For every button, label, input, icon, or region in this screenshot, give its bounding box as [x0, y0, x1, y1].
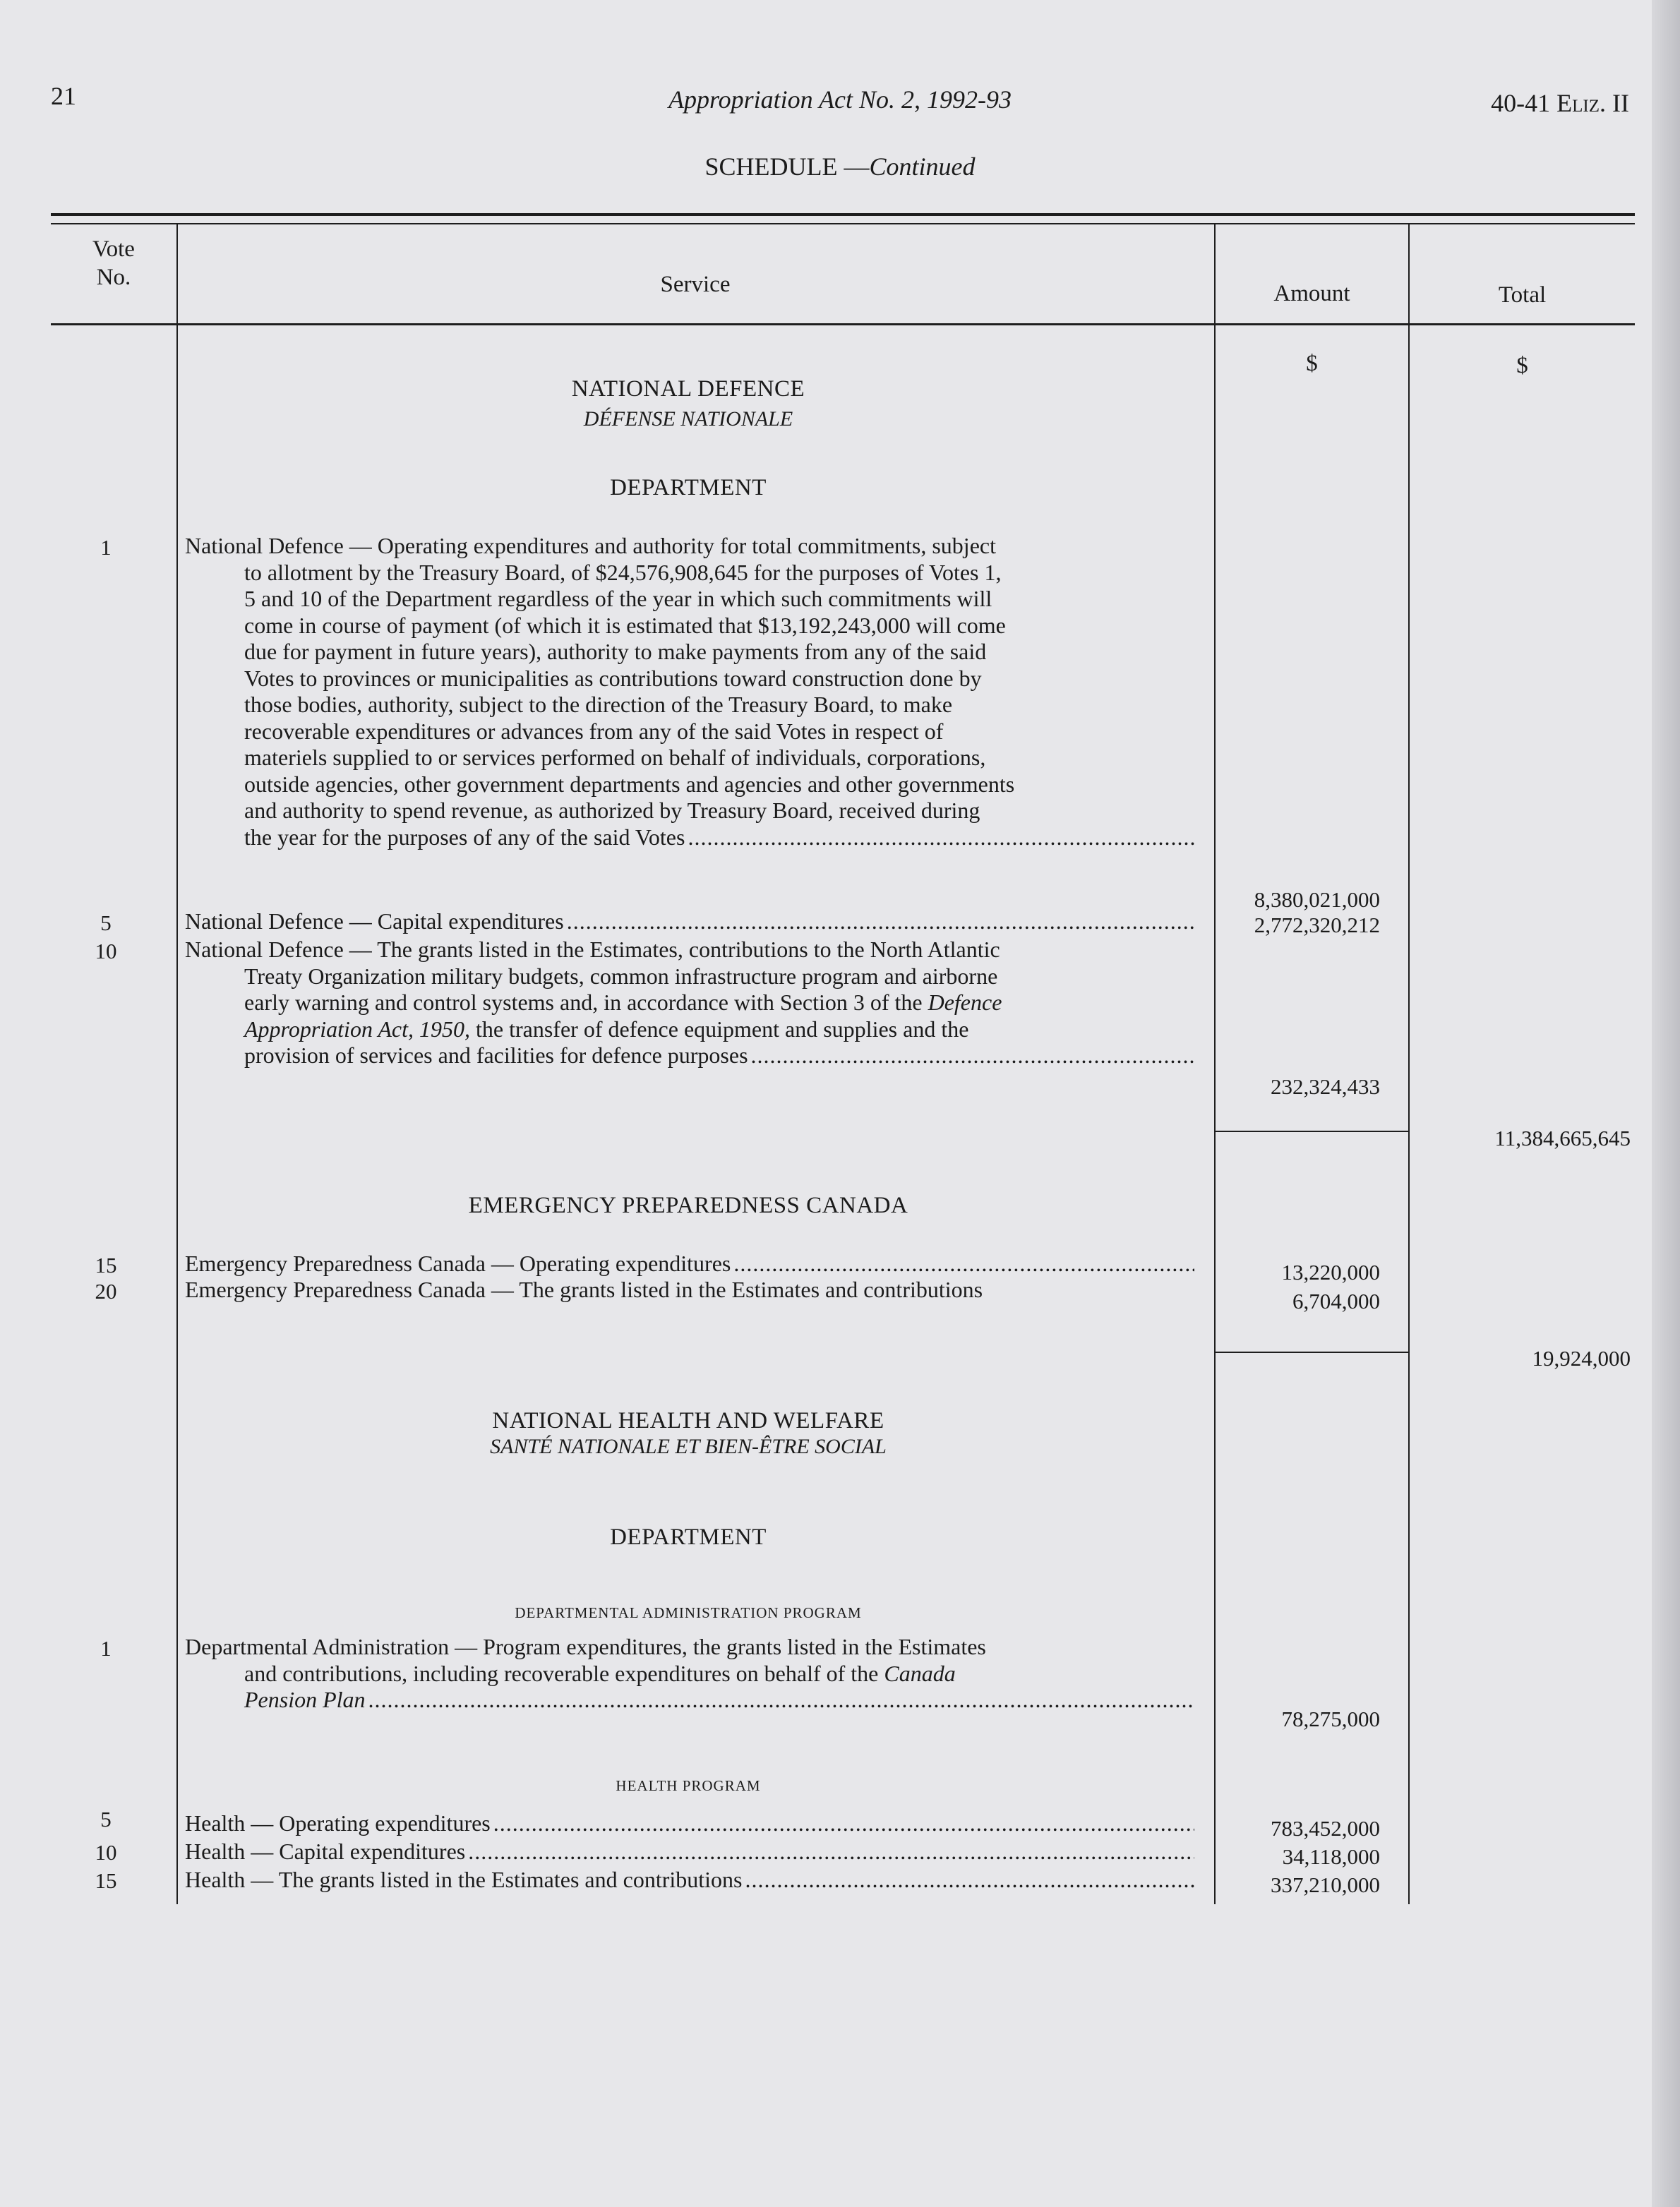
vote-number: 15 [95, 1253, 117, 1277]
section-french-health-welfare: SANTÉ NATIONALE ET BIEN-ÊTRE SOCIAL [490, 1435, 887, 1458]
service-description-ep15: Emergency Preparedness Canada — Operating expenditures ..... [185, 1251, 1194, 1277]
service-description-nd5: National Defence — Capital expenditures ..... [185, 908, 1194, 935]
total-unit: $ [1516, 353, 1528, 378]
amount-unit: $ [1306, 351, 1318, 376]
service-description-h15: Health — The grants listed in the Estimates and contributions ..... [185, 1867, 1194, 1894]
amount-value: 78,275,000 [1281, 1707, 1380, 1731]
amount-value: 13,220,000 [1281, 1260, 1380, 1285]
total-value-national-defence: 11,384,665,645 [1494, 1126, 1631, 1150]
col-header-amount: Amount [1273, 281, 1350, 306]
department-heading: DEPARTMENT [610, 1525, 767, 1550]
service-description-nhw1: Departmental Administration — Program expenditures, the grants listed in the Estimates and contributions, including recoverable expenditures on behalf of the Canada Pension Plan ..... [185, 1634, 1194, 1714]
amount-value: 2,772,320,212 [1254, 913, 1380, 937]
vote-number: 5 [100, 910, 112, 935]
vote-number: 10 [95, 1840, 117, 1865]
subtotal-rule-ep [1214, 1352, 1409, 1353]
amount-value: 337,210,000 [1271, 1872, 1380, 1897]
act-title: Appropriation Act No. 2, 1992-93 [668, 85, 1012, 114]
service-description-h10: Health — Capital expenditures ..... [185, 1839, 1194, 1865]
service-description-nd10: National Defence — The grants listed in the Estimates, contributions to the North Atlantic Treaty Organization military budgets, common infrastructure program and airborne early warning and control systems and, in accordance with Section 3 of the Defence Appropriation Act, 1950, the transfer of defence equipment and supplies and the provision of services and facilities for defence purposes ..... [185, 937, 1194, 1069]
amount-value: 8,380,021,000 [1254, 887, 1380, 912]
section-title-national-defence: NATIONAL DEFENCE [571, 376, 805, 402]
service-description-nd1: National Defence — Operating expenditures and authority for total commitments, subject to allotment by the Treasury Board, of $24,576,908,645 for the purposes of Votes 1, 5 and 10 of the Department regardless of the year in which such commitments will come in course of payment (of which it is estimated that $13,192,243,000 will come due for payment in future years), authority to make payments from any of the said Votes to provinces or municipalities as contributions toward construction done by those bodies, authority, subject to the direction of the Treasury Board, to make recoverable expenditures or advances from any of the said Votes in respect of materiels supplied to or services performed on behalf of individuals, corporations, outside agencies, other government departments and agencies and other governments and authority to spend revenue, as authorized by Treasury Board, received during the year for the purposes of any of the said Votes ..... [185, 533, 1194, 850]
program-heading-departmental-administration: DEPARTMENTAL ADMINISTRATION PROGRAM [515, 1604, 862, 1621]
page-number: 21 [51, 82, 76, 110]
col-header-total: Total [1498, 282, 1547, 308]
section-title-emergency-preparedness: EMERGENCY PREPAREDNESS CANADA [468, 1193, 908, 1218]
amount-value: 232,324,433 [1271, 1074, 1380, 1099]
vote-number: 10 [95, 939, 117, 963]
service-description-ep20: Emergency Preparedness Canada — The grants listed in the Estimates and contributions [185, 1277, 983, 1302]
total-value-emergency-preparedness: 19,924,000 [1532, 1346, 1631, 1371]
total-column-divider [1408, 224, 1410, 1904]
subtotal-rule-nd [1214, 1131, 1409, 1132]
amount-value: 6,704,000 [1292, 1289, 1380, 1313]
amount-value: 783,452,000 [1271, 1816, 1380, 1841]
col-header-service: Service [660, 272, 731, 297]
amount-value: 34,118,000 [1282, 1844, 1380, 1869]
vote-number: 1 [100, 1636, 112, 1661]
vote-number: 20 [95, 1279, 117, 1304]
section-french-national-defence: DÉFENSE NATIONALE [583, 407, 793, 431]
service-description-h5: Health — Operating expenditures ..... [185, 1810, 1194, 1837]
col-header-vote: Vote No. [92, 236, 135, 290]
regnal-year: 40-41 Eliz. II [1491, 89, 1629, 117]
amount-column-divider [1214, 224, 1216, 1904]
vote-number: 15 [95, 1868, 117, 1893]
dot-leader-line: provision of services and facilities for defence purposes ..... [185, 1042, 1194, 1069]
dot-leader-line: the year for the purposes of any of the said Votes ..... [185, 824, 1194, 851]
table-top-rule-thick [51, 213, 1635, 216]
schedule-heading: SCHEDULE —Continued [704, 152, 976, 181]
department-heading: DEPARTMENT [610, 475, 767, 500]
vote-number: 5 [100, 1807, 112, 1832]
program-heading-health: HEALTH PROGRAM [616, 1777, 761, 1794]
table-top-rule-thin [51, 223, 1635, 224]
section-title-health-welfare: NATIONAL HEALTH AND WELFARE [492, 1408, 884, 1433]
vote-number: 1 [100, 535, 112, 560]
table-header-rule [51, 323, 1635, 325]
page-edge-shadow [1652, 0, 1680, 2207]
